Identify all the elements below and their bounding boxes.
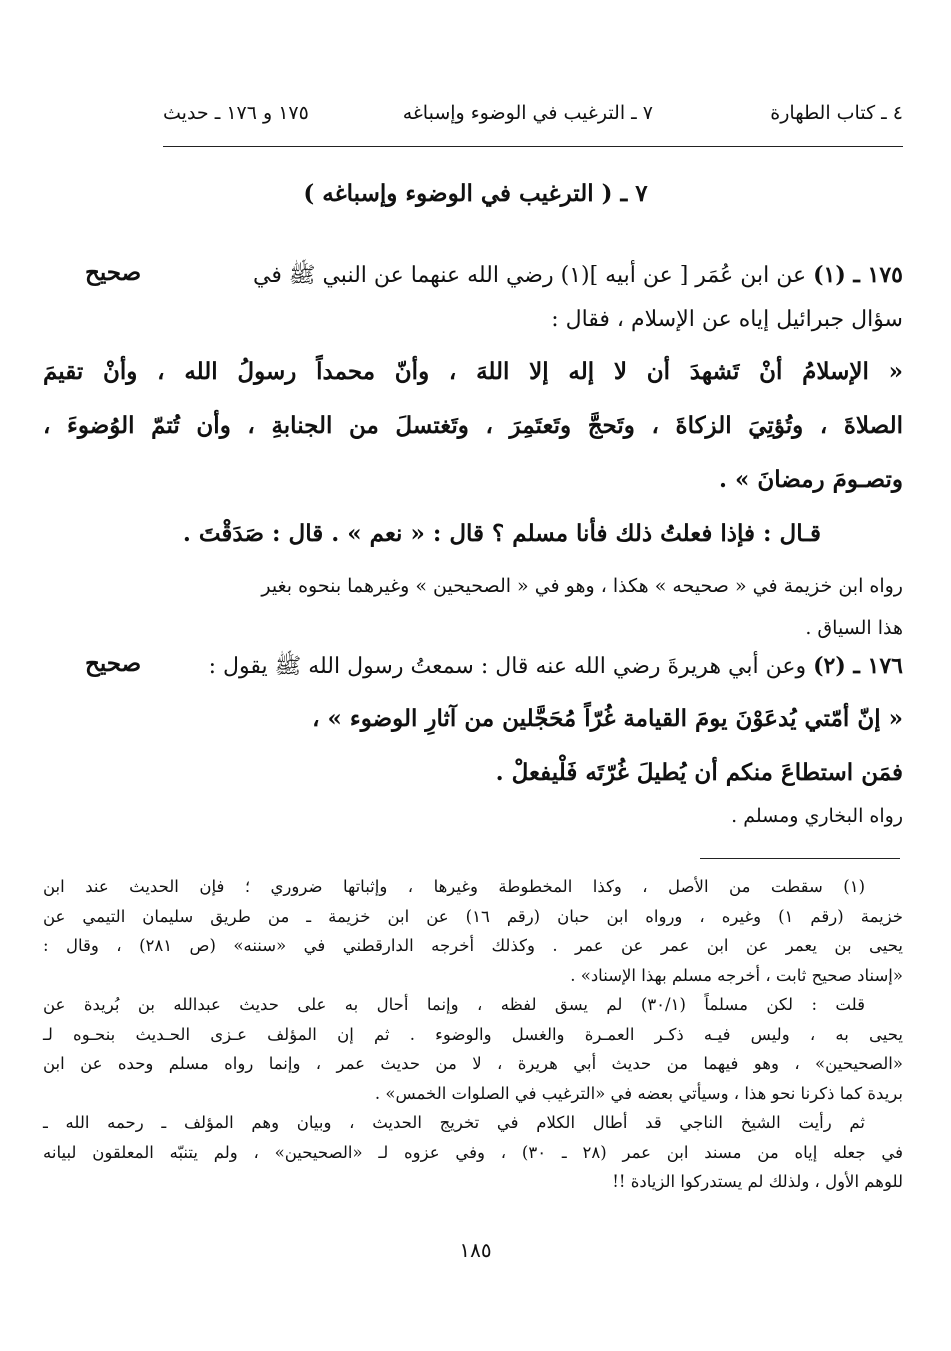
hadith-176-isnad-text: وعن أبي هريرةَ رضي الله عنه قال : سمعتُ رسول الله ﷺ يقول : bbox=[208, 654, 807, 679]
hadith-176-matn-line1: « إنّ أمّتي يُدعَوْنَ يومَ القيامة غُرّاً مُحَجَّلين من آثارِ الوضوء » ، bbox=[312, 705, 903, 732]
hadith-176-source-line1: رواه البخاري ومسلم . bbox=[731, 805, 903, 827]
hadith-175-isnad-line1 bbox=[183, 250, 903, 301]
footnote-line: يحيى بن يعمر عن ابن عمر عن عمر . وكذلك أخرجه الدارقطني في «سننه» (ص ٢٨١) ، وقال : bbox=[43, 936, 903, 955]
hadith-176-number: ١٧٦ ـ (٢) bbox=[813, 653, 903, 679]
footnote-rule bbox=[700, 858, 900, 859]
hadith-175-source-line1: رواه ابن خزيمة في « صحيحه » هكذا ، وهو في « الصحيحين » وغيرهما بنحوه بغير bbox=[261, 575, 903, 597]
footnote-line: في جعله إياه من مسند ابن عمر (٢٨ ـ ٣٠) ، وفي عزوه لـ «الصحيحين» ، ولم يتنبّه المعلقون لبيانه bbox=[43, 1142, 903, 1162]
hadith-176-matn-line2: فمَن استطاعَ منكم أن يُطيلَ غُرّتَه فَلْيفعلْ . bbox=[495, 759, 903, 786]
hadith-175-matn bbox=[43, 345, 903, 561]
hadith-176-source bbox=[43, 795, 903, 837]
running-head-hadith-range: ١٧٥ و ١٧٦ ـ حديث bbox=[163, 102, 309, 124]
running-head-chapter: ٧ ـ الترغيب في الوضوء وإسباغه bbox=[402, 102, 653, 124]
footnote-line: (١) سقطت من الأصل ، وكذا المخطوطة وغيرها ، وإثباتها ضروري ؛ فإن الحديث عند ابن bbox=[43, 877, 865, 896]
running-head bbox=[163, 96, 903, 136]
hadith-175-source bbox=[43, 565, 903, 649]
footnote-line: «الصحيحين» ، وهو فيهما من حديث أبي هريرة ، لا من حديث عمر ، وإنما رواه مسلم وحده عن ابن bbox=[43, 1054, 903, 1073]
hadith-176 bbox=[183, 641, 903, 800]
hadith-175-matn-line2: الصلاةَ ، وتُؤتِيَ الزكاةَ ، وتَحجَّ وتَعتَمِرَ ، وتَغتسلَ من الجنابةِ ، وأن تُتمّ الوُضوءَ ، bbox=[43, 412, 903, 439]
header-rule bbox=[163, 146, 903, 147]
footnotes bbox=[43, 872, 903, 1197]
running-head-book: ٤ ـ كتاب الطهارة bbox=[770, 102, 903, 124]
hadith-175-matn-line4: قـال : فإذا فعلتُ ذلك فأنا مسلم ؟ قال : « نعم » . قال : صَدَقْتَ . bbox=[182, 520, 821, 547]
hadith-175-isnad-line2: سؤال جبرائيل إياه عن الإسلام ، فقال : bbox=[551, 307, 903, 332]
hadith-175-isnad-text: عن ابن عُمَر [ عن أبيه ](١) رضي الله عنهما عن النبي ﷺ في bbox=[253, 263, 807, 288]
hadith-175-grade: صحيح bbox=[85, 259, 142, 286]
page-number: ١٨٥ bbox=[459, 1238, 492, 1262]
hadith-176-grade: صحيح bbox=[85, 650, 142, 677]
hadith-176-isnad-line1 bbox=[183, 641, 903, 692]
footnote-line: يحيى به ، وليس فيـه ذكـر العمـرة والغسل والوضوء . ثم إن المؤلف عـزى الحـديث بنحـوه لـ bbox=[43, 1024, 903, 1044]
footnote-line: للوهم الأول ، ولذلك لم يستدركوا الزيادة !! bbox=[612, 1172, 903, 1191]
footnote-line: قلت : لكن مسلماً (٣٠/١) لم يسق لفظه ، وإنما أحال به على حديث عبدالله بن بُريدة عن bbox=[43, 995, 865, 1014]
footnote-line: خزيمة (رقم ١) وغيره ، ورواه ابن حبان (رقم ١٦) عن ابن خزيمة ـ من طريق سليمان التيمي عن bbox=[43, 906, 904, 926]
hadith-175-source-line2: هذا السياق . bbox=[805, 617, 903, 639]
footnote-line: بريدة كما ذكرنا نحو هذا ، وسيأتي بعضه في «الترغيب في الصلوات الخمس» . bbox=[374, 1083, 903, 1103]
hadith-175-matn-line1: « الإسلامُ أنْ تَشهدَ أن لا إله إلا اللهَ ، وأنّ محمداً رسولُ الله ، وأنْ تقيمَ bbox=[43, 358, 903, 385]
footnote-line: «إسناد صحيح ثابت ، أخرجه مسلم بهذا الإسناد» . bbox=[570, 965, 903, 985]
hadith-175 bbox=[183, 250, 903, 301]
hadith-175-number: ١٧٥ ـ (١) bbox=[813, 262, 903, 288]
hadith-175-matn-line3: وتصـومَ رمضانَ » . bbox=[719, 466, 903, 493]
hadith-175-body bbox=[43, 295, 903, 649]
footnote-line: ثم رأيت الشيخ الناجي قد أطال الكلام في تخريج الحديث ، وبيان وهم المؤلف ـ رحمه الله ـ bbox=[43, 1113, 865, 1132]
chapter-title: ٧ ـ ( الترغيب في الوضوء وإسباغه ) bbox=[303, 180, 648, 207]
hadith-176-matn bbox=[183, 692, 903, 800]
